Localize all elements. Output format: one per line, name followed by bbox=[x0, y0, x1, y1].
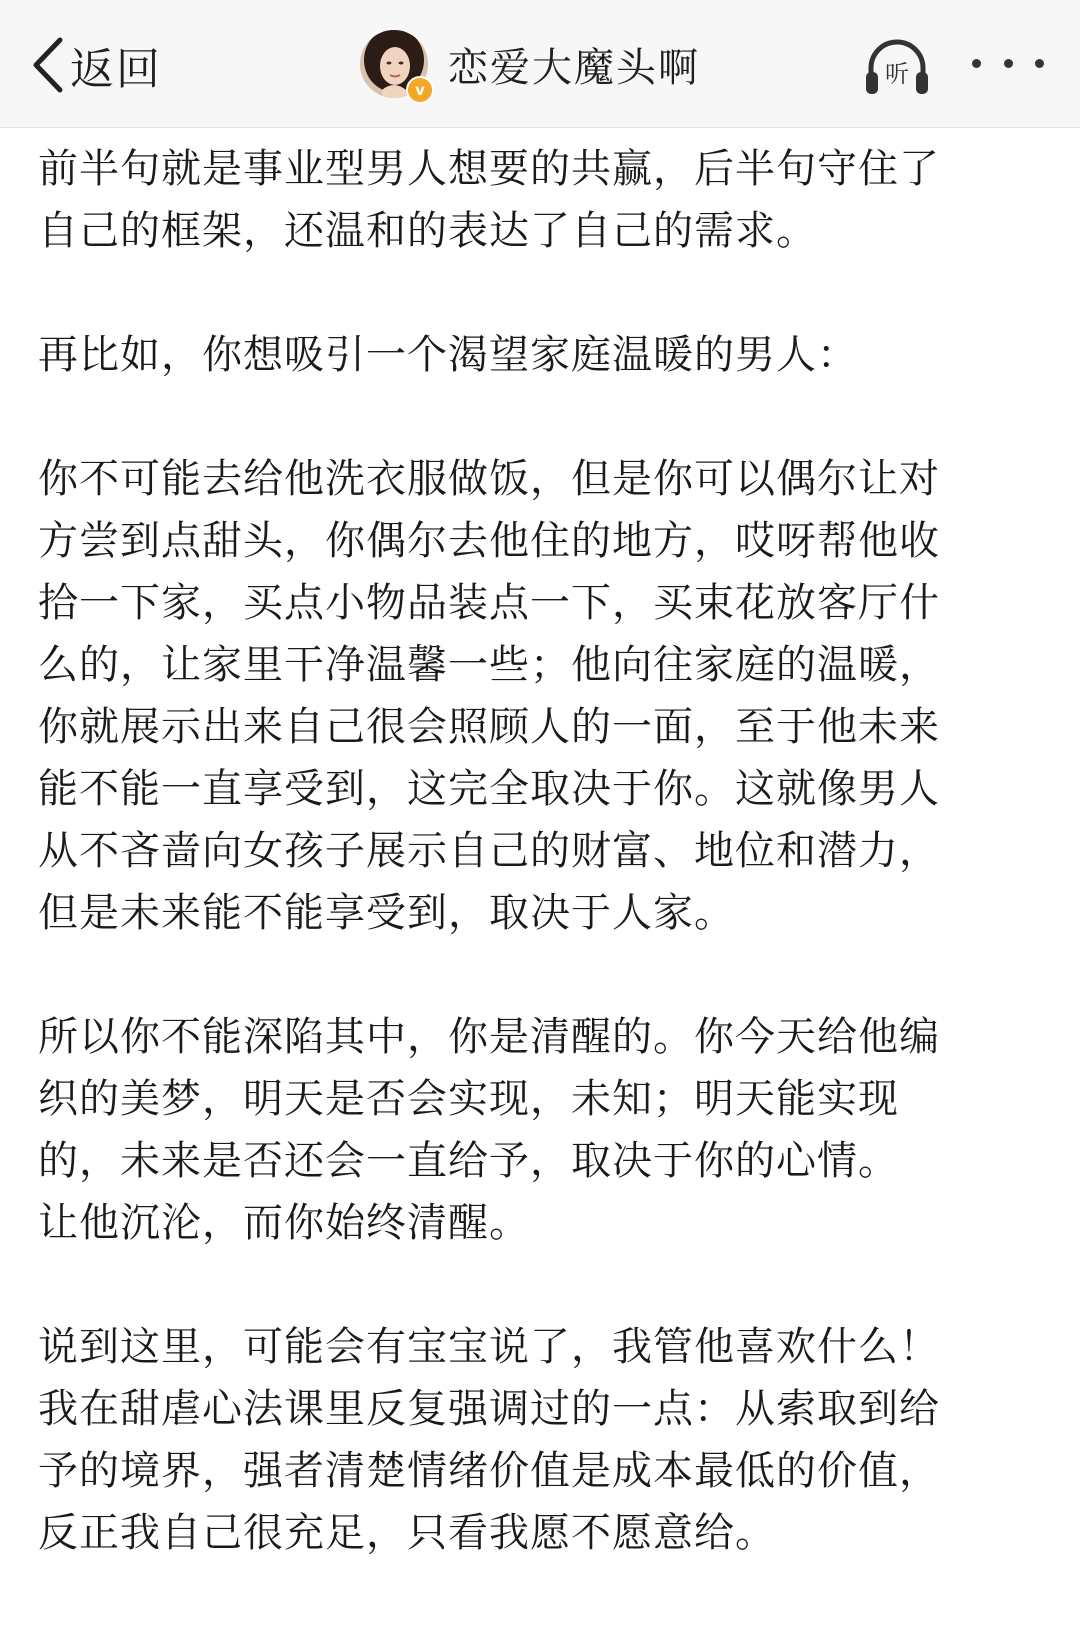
listen-button[interactable] bbox=[862, 34, 932, 98]
article-paragraph: 你不可能去给他洗衣服做饭，但是你可以偶尔让对 方尝到点甜头，你偶尔去他住的地方，哎呀帮他收 拾一下家，买点小物品装点一下，买束花放客厅什 么的，让家里干净温馨一些；他向往家庭的温暖， 你就展示出来自己很会照顾人的一面，至于他未来 能不能一直享受到，这完全取决于你。这就像男人 从不吝啬向女孩子展示自己的财富、地位和潜力， 但是未来能不能享受到，取决于人家。 bbox=[38, 456, 940, 936]
verified-badge-icon: v bbox=[406, 76, 434, 104]
username[interactable]: 恋爱大魔头啊 bbox=[448, 44, 700, 91]
back-button[interactable] bbox=[30, 30, 162, 100]
article-paragraph: 说到这里，可能会有宝宝说了，我管他喜欢什么！ 我在甜虐心法课里反复强调过的一点：从索取到给 予的境界，强者清楚情绪价值是成本最低的价值， 反正我自己很充足，只看我愿不愿意给。 bbox=[38, 1324, 940, 1556]
article-paragraph: 再比如，你想吸引一个渴望家庭温暖的男人： bbox=[38, 332, 858, 378]
top-nav-bar bbox=[0, 0, 1080, 128]
more-button[interactable] bbox=[972, 48, 1044, 78]
chevron-left-icon bbox=[30, 36, 66, 94]
back-label: 返回 bbox=[70, 44, 162, 95]
article-paragraph: 所以你不能深陷其中，你是清醒的。你今天给他编 织的美梦，明天是否会实现，未知；明天能实现 的，未来是否还会一直给予，取决于你的心情。 让他沉沦，而你始终清醒。 bbox=[38, 1014, 940, 1246]
avatar[interactable] bbox=[360, 30, 428, 98]
article-paragraph: 前半句就是事业型男人想要的共赢，后半句守住了 自己的框架，还温和的表达了自己的需求。 bbox=[38, 146, 940, 254]
more-dot bbox=[972, 59, 981, 68]
author-info[interactable] bbox=[360, 28, 700, 100]
more-dot bbox=[1004, 59, 1013, 68]
article-body bbox=[38, 138, 1048, 1626]
more-dot bbox=[1035, 59, 1044, 68]
listen-label: 听 bbox=[885, 60, 909, 88]
